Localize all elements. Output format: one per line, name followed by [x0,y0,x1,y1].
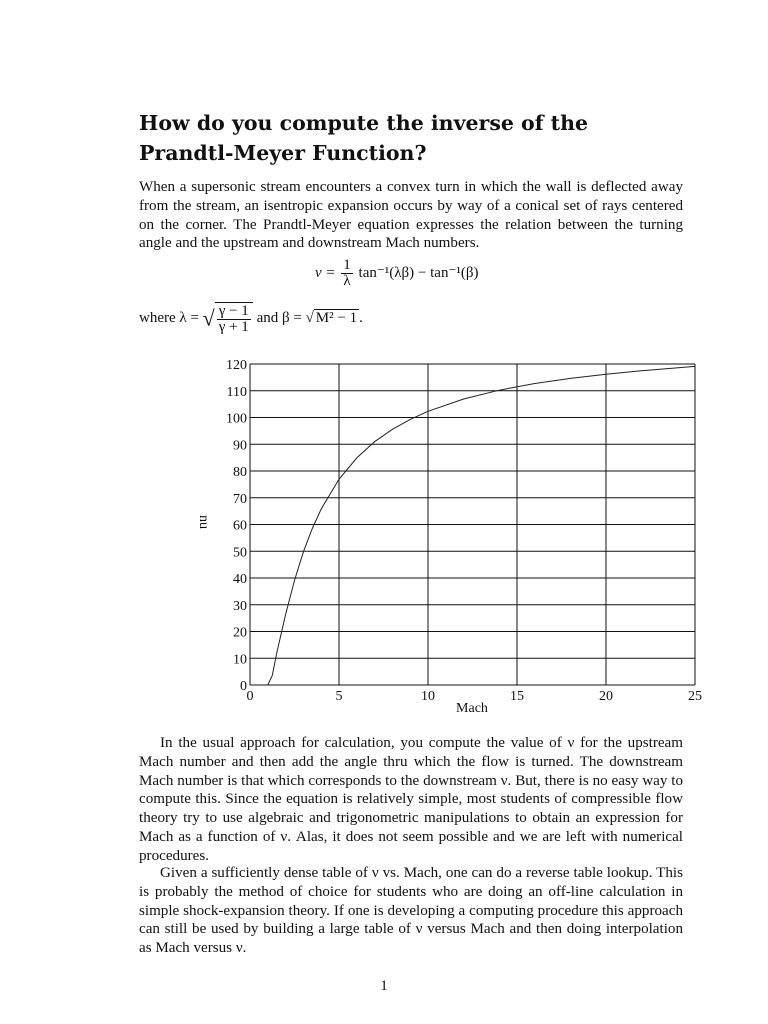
y-tick-label-90: 90 [233,438,247,454]
y-tick-label-40: 40 [233,572,247,587]
y-tick-label-20: 20 [233,625,247,641]
page-number: 1 [380,978,388,994]
equation-lhs: ν = [315,264,336,281]
y-tick-label-80: 80 [233,465,247,480]
x-tick-label-5: 5 [335,689,343,704]
equation-frac-num: 1 [343,257,351,273]
x-tick-label-15: 15 [510,689,524,704]
sqrt-sign-beta: √ [305,309,314,326]
lambda-fraction [217,304,251,335]
equation-frac-den: λ [343,273,351,289]
y-tick-label-120: 120 [226,358,247,373]
equation-fraction [341,258,353,289]
paragraph-2: Given a sufficiently dense table of ν vs. Mach, one can do a reverse table lookup. This is probably the method of choice for students who are doing an off-line calculation in simple shock-expansion theory. If one is developing a computing procedure this approach can still be used by building a large table of ν versus Mach and then doing interpolation as Mach versus ν. [139,865,683,957]
y-tick-labels [226,358,247,694]
x-axis-label: Mach [456,701,488,716]
lambda-num: γ − 1 [218,303,249,319]
y-axis-label: nu [196,515,211,529]
prandtl-meyer-chart [190,356,710,718]
y-tick-label-70: 70 [233,491,247,507]
y-tick-label-110: 110 [226,384,247,400]
sqrt-sign-lambda: √ [202,305,215,331]
equation-rhs: tan⁻¹(λβ) − tan⁻¹(β) [358,264,479,281]
where-clause [139,302,363,335]
y-tick-label-30: 30 [233,598,247,614]
chart-grid [250,364,695,685]
lambda-den: γ + 1 [218,319,249,335]
beta-sqrt: M² − 1 [315,309,358,326]
chart-series [268,366,695,685]
where-end: . [359,309,363,326]
y-tick-label-100: 100 [226,411,247,427]
paragraph-1: In the usual approach for calculation, you compute the value of ν for the upstream Mach number and then add the angle thru which the flow is turned. The downstream Mach number is that which corresponds to the downstream ν. But, there is no easy way to compute this. Since the equation is relatively simple, most students of compressible flow theory try to use algebraic and trigonometric manipulations to obtain an expression for Mach as a function of ν. Alas, it does not seem possible and we are left with numerical procedures. [139,735,683,864]
where-prefix: where λ = [139,309,199,326]
x-tick-label-0: 0 [246,689,254,704]
lambda-sqrt [215,302,253,335]
y-tick-label-10: 10 [233,652,247,668]
y-tick-label-60: 60 [233,518,247,534]
x-tick-label-25: 25 [688,689,702,704]
x-tick-label-20: 20 [599,689,613,704]
y-tick-label-0: 0 [240,679,247,694]
x-tick-label-10: 10 [421,689,435,704]
and-beta: and β = [256,309,302,326]
page-title: How do you compute the inverse of the Prandtl-Meyer Function? [139,111,589,165]
series-line-0 [268,366,695,685]
intro-paragraph: When a supersonic stream encounters a convex turn in which the wall is deflected away from the stream, an isentropic expansion occurs by way of a conical set of rays centered on the corner. The Prandtl-Meyer equation expresses the relation between the turning angle and the upstream and downstream Mach numbers. [139,179,683,252]
prandtl-meyer-equation [315,258,479,289]
y-tick-label-50: 50 [233,545,247,561]
